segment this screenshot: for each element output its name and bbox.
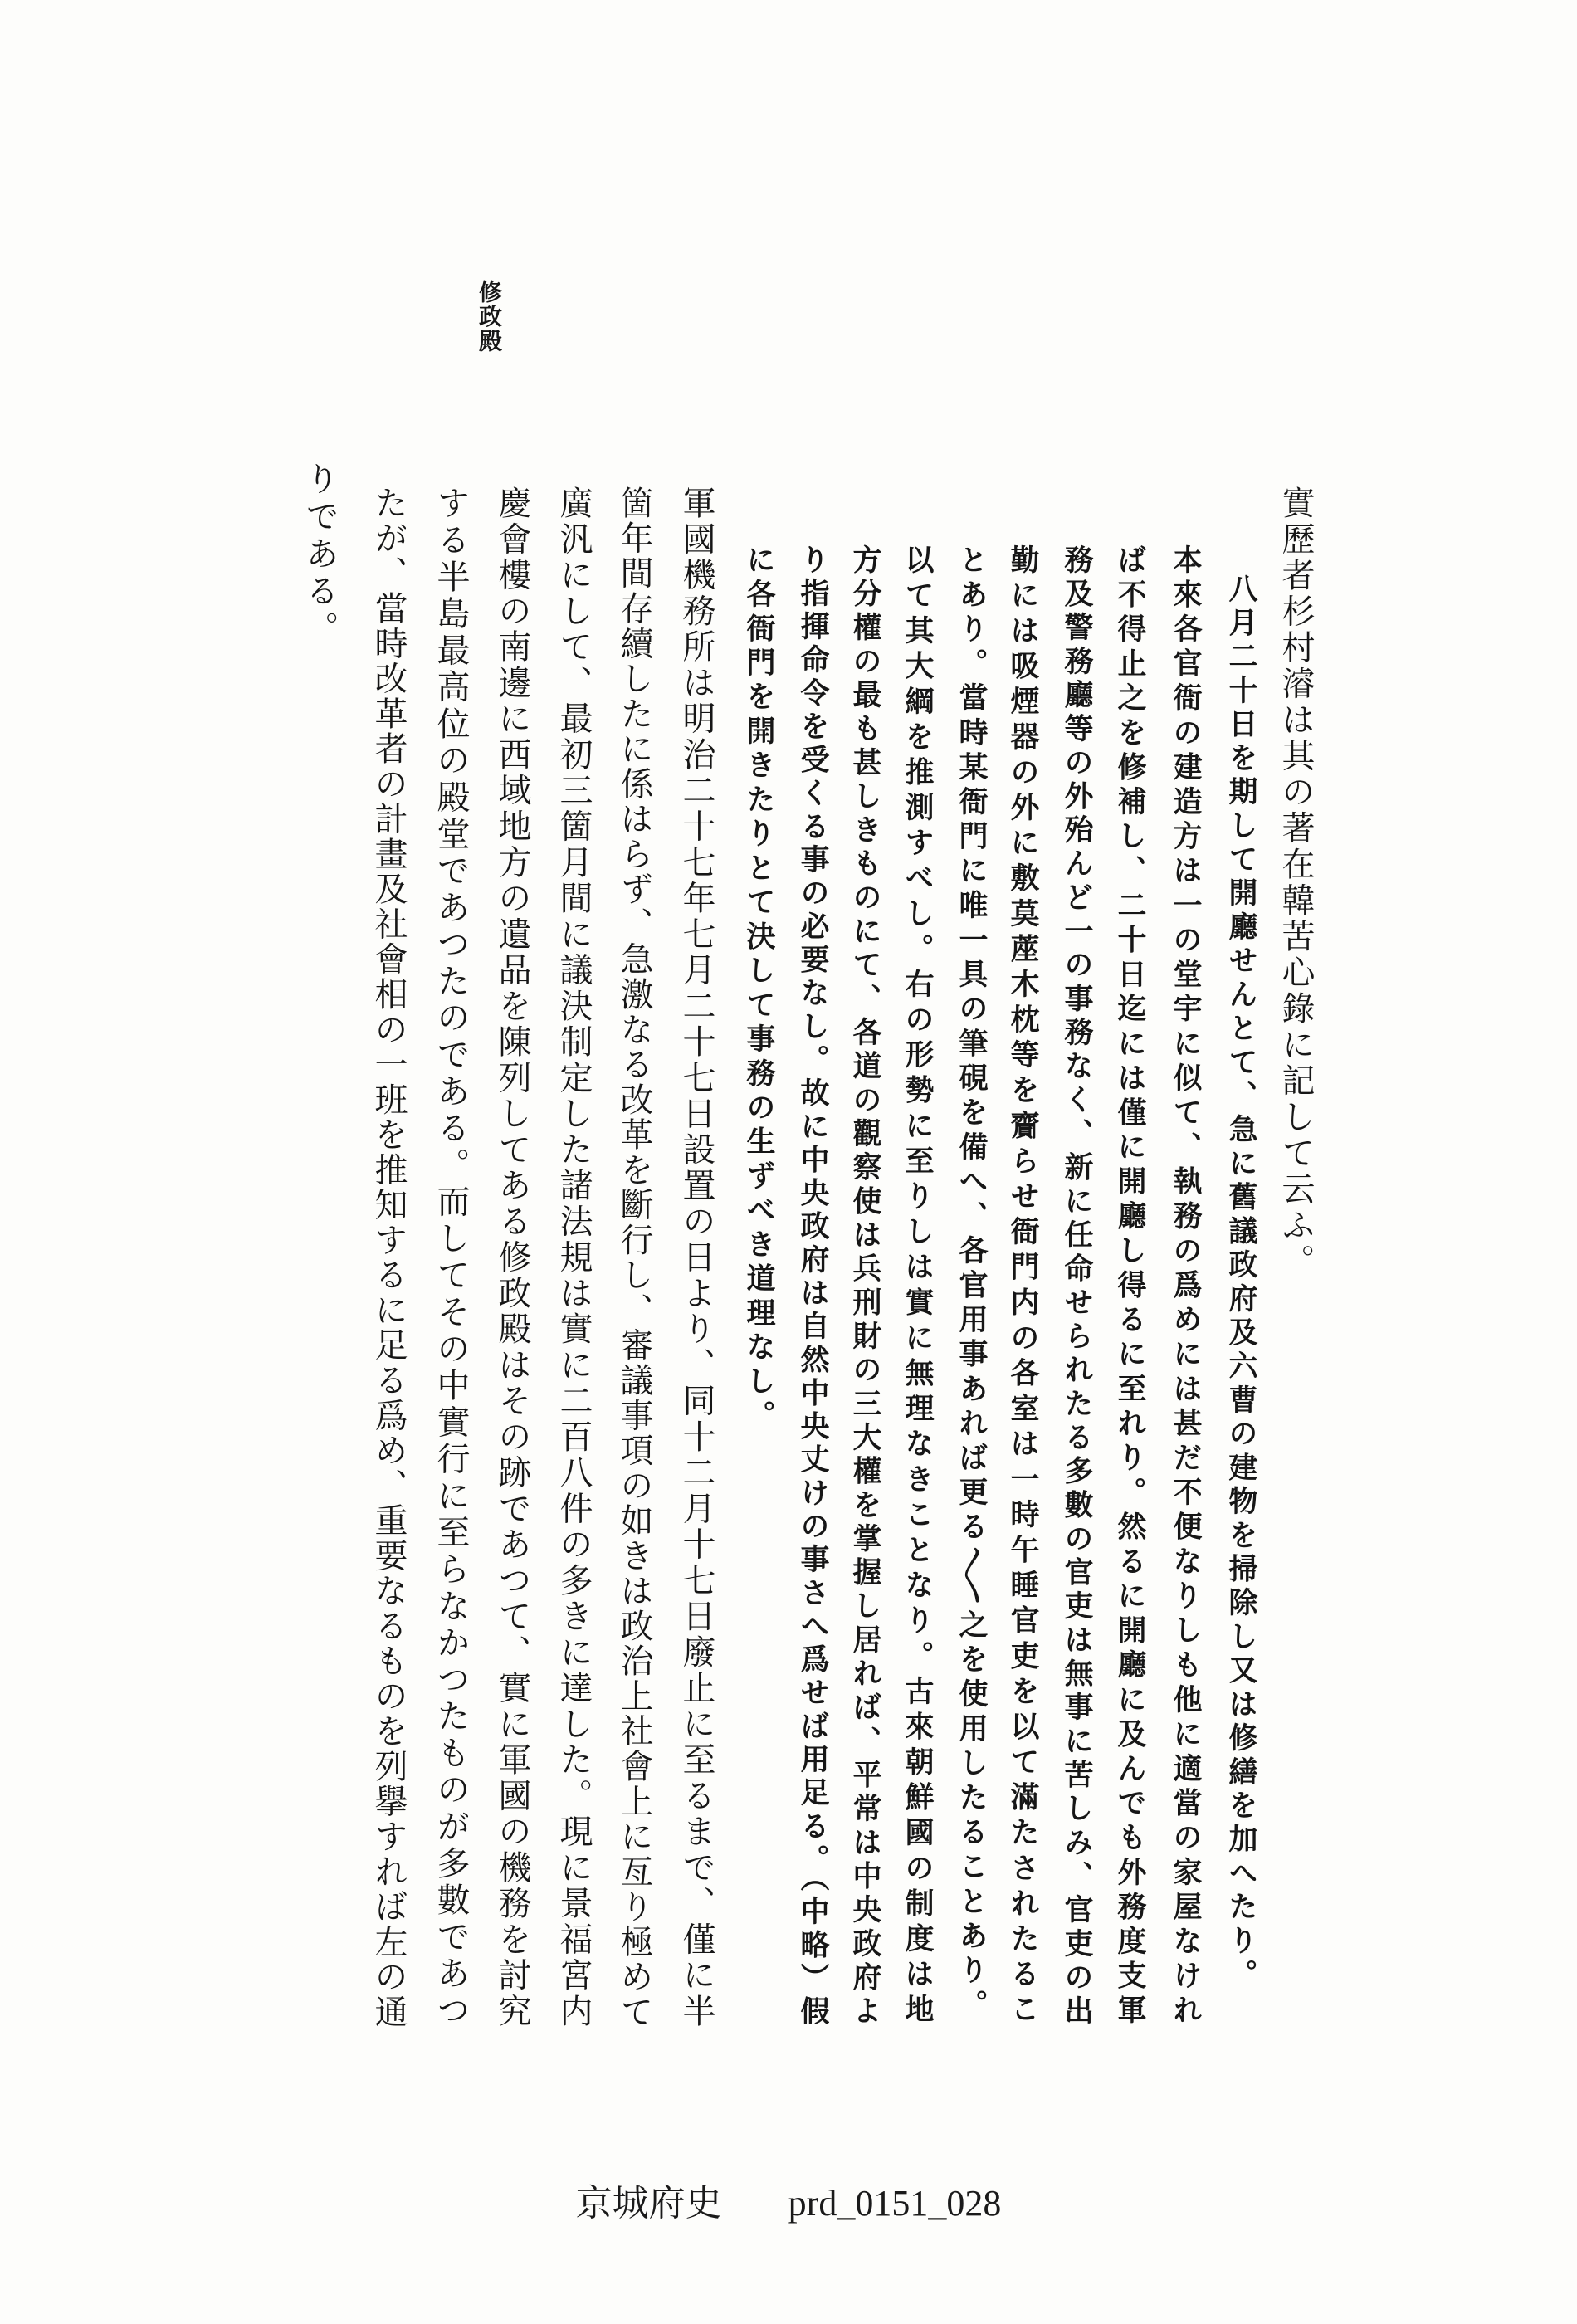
footer-id: prd_0151_028	[788, 2183, 1002, 2224]
body-line-text: 廣汎にして、最初三箇月間に議決制定した諸法規は實に二百八件の多きに達した。現に景福宮内	[554, 486, 593, 2030]
quote-line	[1165, 544, 1203, 2029]
quote-line-text: 八月二十日を期して開廳せんとて、急に舊議政府及六曹の建物を掃除し又は修繕を加へたり。	[1224, 574, 1258, 1993]
quote-line	[845, 544, 880, 2029]
quote-line-text: とあり。當時某衙門に唯一具の筆硯を備へ、各官用事あれば更る〳〵之を使用したることあり。	[954, 544, 989, 2024]
quote-line-text: 方分權の最も甚しきものにて、各道の觀察使は兵刑財の三大權を掌握し居れば、平常は中央政府よ	[848, 544, 882, 2029]
body-line	[427, 486, 470, 2029]
body-line-text: 慶會樓の南邊に西域地方の遺品を陳列してある修政殿はその跡であつて、實に軍國の機務を討究	[493, 486, 531, 2030]
body-line	[489, 486, 529, 2029]
quote-line	[793, 544, 828, 2029]
quote-intro-text: 實歷者杉村濬は其の著在韓苦心錄に記して云ふ。	[1277, 486, 1315, 1280]
footer-title: 京城府史	[575, 2183, 722, 2224]
quote-line	[1110, 544, 1145, 2029]
body-line	[365, 486, 408, 2029]
quote-line	[951, 544, 989, 2029]
quote-line	[1057, 544, 1094, 2029]
body-line-text: りである。	[300, 461, 339, 648]
quote-line-text: ば不得止之を修補し、二十日迄には僅に開廳し得るに至れり。然るに開廳に及んでも外務度支軍	[1113, 544, 1147, 2029]
quote-line	[739, 544, 774, 1434]
quote-line	[897, 544, 935, 2029]
photo-caption	[472, 280, 503, 353]
quote-line-text: に各衙門を開きたりとて決して事務の生ずべき道理なし。	[742, 544, 776, 1434]
body-line	[611, 486, 651, 2029]
body-line-text: する半島最高位の殿堂であつたのである。而してその中實行に至らなかつたものが多數であつ	[432, 486, 470, 2029]
quote-line-text: 以て其大綱を推測すべし。右の形勢に至りしは實に無理なきことなり。古來朝鮮國の制度は地	[901, 544, 935, 2029]
body-line	[673, 486, 713, 2029]
body-line	[296, 461, 339, 648]
quote-line-text: 勤には吸煙器の外に敷莫蓙木枕等を齎らせ衙門内の各室は一時午睡官吏を以て滿たされたるこ	[1006, 544, 1040, 2029]
quote-line-text: 本來各官衙の建造方は一の堂宇に似て、執務の爲めには甚だ不便なりしも他に適當の家屋なけれ	[1169, 544, 1203, 2029]
page-footer	[0, 2173, 1577, 2226]
body-line-text: たが、當時改革者の計畫及社會相の一班を推知するに足る爲め、重要なるものを列擧すれば左の通	[369, 486, 408, 2029]
body-line-text: 軍國機務所は明治二十七年七月二十七日設置の日より、同十二月十七日廢止に至るまで、僅に半	[677, 486, 715, 2030]
quote-line-text: 務及警務廳等の外殆んど一の事務なく、新に任命せられたる多數の官吏は無事に苦しみ、官吏の出	[1060, 544, 1094, 2029]
quote-intro-line	[1272, 486, 1315, 1280]
quote-line	[1221, 574, 1256, 1993]
body-line-text: 箇年間存續したに係はらず、急激なる改革を斷行し、審議事項の如きは政治上社會上に亙り極めて	[615, 486, 653, 2029]
body-line	[550, 486, 593, 2030]
quote-line-text: り指揮命令を受くる事の必要なし。故に中央政府は自然中央丈けの事さへ爲せば用足る。（中略）假	[796, 544, 830, 2029]
caption-text: 修政殿	[476, 280, 503, 353]
quote-line	[1003, 544, 1038, 2029]
